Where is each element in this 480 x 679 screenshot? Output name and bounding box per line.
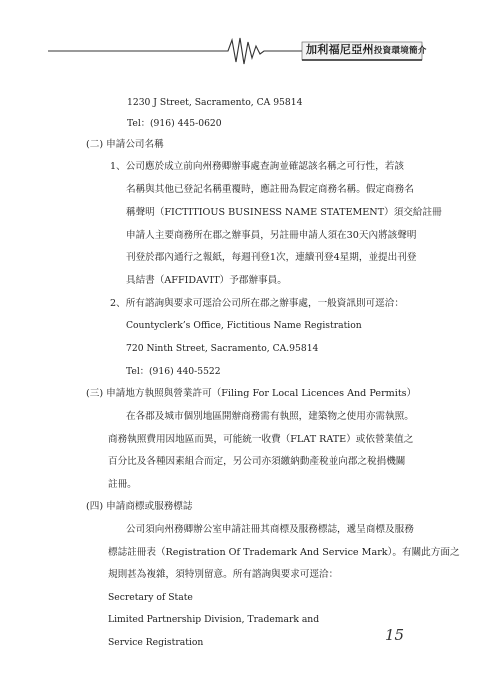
text-line: Service Registration <box>108 637 204 648</box>
text-line: 註冊。 <box>108 479 137 490</box>
text-line: 公司須向州務卿辦公室申請註冊其商標及服務標誌，遞呈商標及服務 <box>126 524 414 535</box>
text-line: 百分比及各種因素組合而定，另公司亦須繳納動產稅並向郡之稅捐機關 <box>108 456 406 467</box>
text-line: 標誌註冊表（Registration Of Trademark And Service Mark）。有關此方面之 <box>108 547 460 558</box>
text-line: 名稱與其他已登記名稱重覆時，應註冊為假定商務名稱。假定商務名 <box>126 184 414 195</box>
text-line: Tel：(916) 445-0620 <box>127 118 222 129</box>
text-line: 在各郡及城市個別地區開辦商務需有執照，建築物之使用亦需執照。 <box>126 411 414 422</box>
text-line: Limited Partnership Division, Trademark and <box>108 614 320 625</box>
text-line: Tel：(916) 440-5522 <box>126 366 221 377</box>
text-line: 1、公司應於成立前向州務卿辦事處查詢並確認該名稱之可行性，若該 <box>110 161 404 172</box>
text-line: 刊登於郡內通行之報紙，每週刊登1次，連續刊登4星期，並提出刊登 <box>126 252 417 263</box>
text-line: 商務執照費用因地區而異，可能統一收費（FLAT RATE）或依營業值之 <box>108 434 414 445</box>
section-heading: (三) 申請地方執照與營業許可（Filing For Local Licences And Permits） <box>86 388 417 399</box>
text-line: Countyclerk’s Office, Fictitious Name Registration <box>126 320 362 331</box>
text-line: 2、所有諮詢與要求可逕洽公司所在郡之辦事處，一般資訊則可逕洽： <box>110 298 404 309</box>
header-title-main: 加利福尼亞州 <box>306 43 374 56</box>
section-heading: (二) 申請公司名稱 <box>86 139 164 150</box>
text-line: Secretary of State <box>108 592 193 603</box>
page-number: 15 <box>385 626 405 644</box>
text-line: 規則甚為複雜，須特別留意。所有諮詢與要求可逕洽： <box>108 569 339 580</box>
header-title <box>306 41 427 57</box>
text-line: 稱聲明（FICTITIOUS BUSINESS NAME STATEMENT）須交給註冊 <box>126 207 442 218</box>
text-line: 具結書（AFFIDAVIT）予郡辦事員。 <box>126 275 287 286</box>
text-line: 720 Ninth Street, Sacramento, CA.95814 <box>126 343 319 354</box>
header-title-sub: 投資環境簡介 <box>373 46 427 56</box>
text-line: 申請人主要商務所在郡之辦事員，另註冊申請人須在30天內將該聲明 <box>126 230 417 241</box>
text-line: 1230 J Street, Sacramento, CA 95814 <box>127 97 303 108</box>
section-heading: (四) 申請商標或服務標誌 <box>86 501 193 512</box>
